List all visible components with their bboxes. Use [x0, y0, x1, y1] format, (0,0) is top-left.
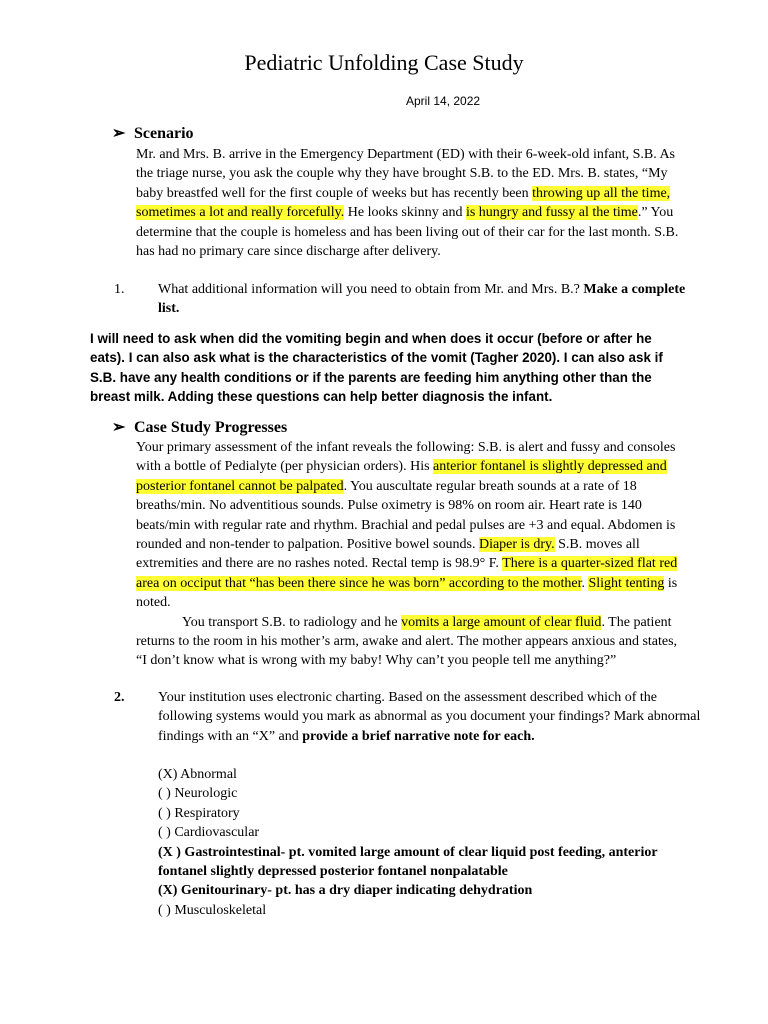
highlight-tenting: Slight tenting — [588, 575, 665, 591]
question-1-bold: Make a complete list. — [158, 282, 686, 317]
scenario-text-b: He looks skinny and — [344, 205, 466, 221]
assessment-text-3: S.B. moves all extremities and there are no rashes noted. Rectal temp is 98.9° F. — [136, 537, 640, 572]
assessment-text-4: . — [581, 575, 589, 591]
option-abnormal: (X) Abnormal — [158, 767, 237, 782]
question-1-number: 1. — [114, 282, 125, 297]
highlight-vomiting: throwing up all the time, sometimes a lot and really forcefully. — [136, 185, 671, 221]
highlight-diaper: Diaper is dry. — [478, 537, 555, 553]
question-2-bold: provide a brief narrative note for each. — [302, 728, 535, 744]
option-cardiovascular: ( ) Cardiovascular — [158, 825, 260, 841]
assessment-text-5: is noted. — [136, 575, 678, 611]
option-musculoskeletal: ( ) Musculoskeletal — [158, 902, 267, 918]
question-2 — [114, 688, 703, 746]
option-neurologic: ( ) Neurologic — [158, 786, 238, 802]
question-1-text: What additional information will you need to obtain from Mr. and Mrs. B.? — [158, 282, 584, 297]
highlight-hungry: is hungry and fussy al the time — [465, 205, 638, 221]
highlight-fontanel: anterior fontanel is slightly depressed and posterior fontanel cannot be palpated — [136, 459, 667, 494]
arrow-bullet-icon: ➢ — [112, 125, 126, 142]
scenario-text-a: Mr. and Mrs. B. arrive in the Emergency Department (ED) with their 6-week-old infant, S.B. As the triage nurse, you ask the couple why they have brought S.B. to the ED. Mrs. B. states, “My baby breastfed well for the first couple of weeks but has recently been — [136, 147, 676, 201]
option-genitourinary: (X) Genitourinary- pt. has a dry diaper indicating dehydration — [158, 883, 533, 899]
option-respiratory: ( ) Respiratory — [158, 805, 240, 821]
progress-heading-label: Case Study Progresses — [134, 419, 288, 436]
scenario-heading-label: Scenario — [134, 125, 194, 142]
assessment-text-1: Your primary assessment of the infant reveals the following: S.B. is alert and fussy and consoles with a bottle of Pedialyte (per physician orders). His — [136, 440, 676, 475]
scenario-heading — [112, 123, 194, 143]
highlight-red-area: There is a quarter-sized flat red area on occiput that “has been there since he was born” according to the mother — [136, 556, 678, 591]
assessment-paragraph — [136, 438, 681, 671]
assessment-text-7: . The patient returns to the room in his mother’s arm, awake and alert. The mother appears anxious and states, “I don’t know what is wrong with my baby! Why can’t you people tell me anything?” — [136, 614, 678, 669]
option-gastrointestinal: (X ) Gastrointestinal- pt. vomited large amount of clear liquid post feeding, anterior fontanel slightly depressed posterior fontanel nonpalatable — [158, 844, 658, 880]
progress-heading — [112, 417, 287, 437]
assessment-text-6: You transport S.B. to radiology and he — [182, 614, 402, 630]
assessment-text-2: . You auscultate regular breath sounds at a rate of 18 breaths/min. No adventitious sounds. Pulse oximetry is 98% on room air. Heart rate is 140 beats/min with regular rate and rhythm. Brachial and pedal pulses are +3 and equal. Abdomen is rounded and non-tender to palpation. Positive bowel sounds. — [136, 478, 676, 553]
scenario-text-c: .” You determine that the couple is homeless and has been living out of their car for the last month. S.B. has had no primary care since discharge after delivery. — [136, 205, 679, 260]
question-1 — [114, 280, 703, 319]
systems-checklist — [158, 765, 678, 920]
arrow-bullet-icon: ➢ — [112, 419, 126, 436]
highlight-vomits: vomits a large amount of clear fluid — [401, 614, 602, 630]
answer-1: I will need to ask when did the vomiting begin and when does it occur (before or after he eats). I can also ask what is the characteristics of the vomit (Tagher 2020). I can also ask if S.B. have any health conditions or if the parents are feeding him anything other than the breast milk. Adding these questions can help better diagnosis the infant. — [90, 331, 663, 405]
scenario-paragraph — [136, 145, 681, 261]
document-date: April 14, 2022 — [406, 94, 481, 108]
page-title: Pediatric Unfolding Case Study — [244, 50, 524, 75]
question-2-number: 2. — [114, 690, 125, 705]
question-2-text: Your institution uses electronic charting. Based on the assessment described which of the following systems would you mark as abnormal as you document your findings? Mark abnormal findings with an “X” and — [158, 690, 701, 744]
